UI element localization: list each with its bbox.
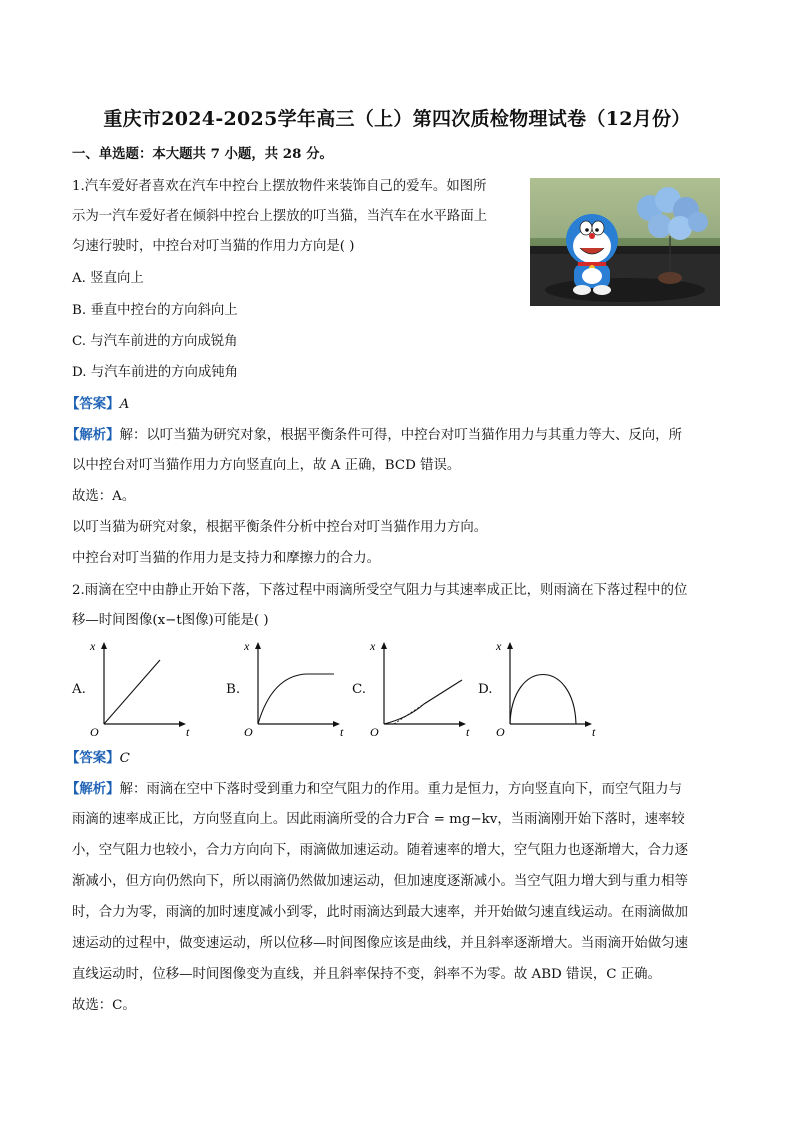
q2-stem-line-2: 移—时间图像(x−t图像)可能是( ) [72, 613, 269, 628]
q1-option-a: A. 竖直向上 [72, 271, 144, 286]
q2-graph-c [366, 638, 496, 738]
q1-option-b: B. 垂直中控台的方向斜向上 [72, 303, 238, 318]
q2-analysis-line-1 [66, 780, 682, 799]
q2-choice: 故选：C。 [72, 998, 136, 1013]
q1-stem-line-2: 示为一汽车爱好者在倾斜中控台上摆放的叮当猫，当汽车在水平路面上 [72, 209, 488, 224]
graph-a-y-arrow [101, 642, 107, 649]
graph-c-curve [384, 680, 462, 724]
graph-b-y-arrow [255, 642, 261, 649]
graph-d-x-label: x [496, 639, 502, 653]
graph-a-origin: O [90, 725, 99, 738]
graph-c-t-label: t [466, 725, 470, 738]
graph-b-t-arrow [333, 721, 340, 727]
q2-graph-d [492, 638, 622, 738]
graph-d-t-label: t [592, 725, 596, 738]
graph-d-y-arrow [507, 642, 513, 649]
q1-analysis-line-2: 以中控台对叮当猫作用力方向竖直向上，故 A 正确，BCD 错误。 [72, 458, 461, 473]
q2-analysis-tag: 【解析】 [66, 781, 120, 797]
page-title: 重庆市2024-2025学年高三（上）第四次质检物理试卷（12月份） [103, 108, 691, 130]
q2-analysis-line-5: 时，合力为零，雨滴的加时速度减小到零，此时雨滴达到最大速率，并开始做匀速直线运动。在雨滴做加 [72, 905, 688, 920]
q1-option-c: C. 与汽车前进的方向成锐角 [72, 334, 238, 349]
q1-note-2: 中控台对叮当猫的作用力是支持力和摩擦力的合力。 [72, 551, 380, 566]
graph-c-x-label: x [370, 639, 376, 653]
q1-answer [66, 395, 129, 414]
graph-a-t-arrow [179, 721, 186, 727]
q2-option-a-label: A. [72, 682, 86, 697]
q2-graph-b [240, 638, 370, 738]
q2-option-d-label: D. [478, 682, 493, 697]
q2-analysis-line-4: 渐减小，但方向仍然向下，所以雨滴仍然做加速运动，但加速度逐渐减小。当空气阻力增大到与重力相等 [72, 874, 688, 889]
q2-answer [66, 749, 130, 768]
q2-option-b-label: B. [226, 682, 241, 697]
q2-stem-line-1: 2.雨滴在空中由静止开始下落，下落过程中雨滴所受空气阻力与其速率成正比，则雨滴在下落过程中的位 [72, 583, 688, 598]
graph-b-x-label: x [244, 639, 250, 653]
q1-answer-value: A [119, 397, 130, 412]
q2-graph-a [86, 638, 216, 738]
graph-c-origin: O [370, 725, 379, 738]
q1-answer-tag: 【答案】 [66, 396, 120, 412]
q2-analysis-line-7: 直线运动时，位移—时间图像变为直线，并且斜率保持不变，斜率不为零。故 ABD 错误，C 正确。 [72, 967, 661, 982]
q1-stem-line-3: 匀速行驶时，中控台对叮当猫的作用力方向是( ) [72, 239, 355, 254]
q2-analysis-text-1: 解：雨滴在空中下落时受到重力和空气阻力的作用。重力是恒力，方向竖直向下，而空气阻力与 [119, 782, 682, 797]
graph-b-t-label: t [340, 725, 344, 738]
graph-b-curve [258, 674, 334, 724]
graph-b-origin: O [244, 725, 253, 738]
q2-answer-tag: 【答案】 [66, 750, 120, 766]
section-heading: 一、单选题：本大题共 7 小题，共 28 分。 [72, 146, 333, 162]
graph-d-origin: O [496, 725, 505, 738]
graph-d-curve [510, 675, 576, 725]
q1-stem-line-1: 1.汽车爱好者喜欢在汽车中控台上摆放物件来装饰自己的爱车。如图所 [72, 179, 487, 194]
graph-c-y-arrow [381, 642, 387, 649]
q2-analysis-line-3: 小，空气阻力也较小，合力方向向下，雨滴做加速运动。随着速率的增大，空气阻力也逐渐增大，合力逐 [72, 843, 688, 858]
q1-analysis-line-1 [66, 426, 682, 445]
q2-analysis-line-6: 速运动的过程中，做变速运动，所以位移—时间图像应该是曲线，并且斜率逐渐增大。当雨滴开始做匀速 [72, 936, 688, 951]
graph-a-x-label: x [90, 639, 96, 653]
q1-analysis-tag: 【解析】 [66, 427, 120, 443]
q2-answer-value: C [119, 751, 130, 766]
graph-a-t-label: t [186, 725, 190, 738]
q1-analysis-text-1: 解：以叮当猫为研究对象，根据平衡条件可得，中控台对叮当猫作用力与其重力等大、反向，所 [119, 428, 682, 443]
q2-option-c-label: C. [352, 682, 367, 697]
graph-c-t-arrow [459, 721, 466, 727]
graph-a-curve [104, 660, 160, 724]
q2-analysis-line-2: 雨滴的速率成正比，方向竖直向上。因此雨滴所受的合力F合 = mg−kv，当雨滴刚开始下落时，速率较 [72, 812, 685, 827]
doraemon-photo [530, 178, 720, 306]
q1-option-d: D. 与汽车前进的方向成钝角 [72, 365, 239, 380]
q1-note-1: 以叮当猫为研究对象，根据平衡条件分析中控台对叮当猫作用力方向。 [72, 520, 488, 535]
graph-d-t-arrow [585, 721, 592, 727]
q1-choice: 故选：A。 [72, 489, 136, 504]
